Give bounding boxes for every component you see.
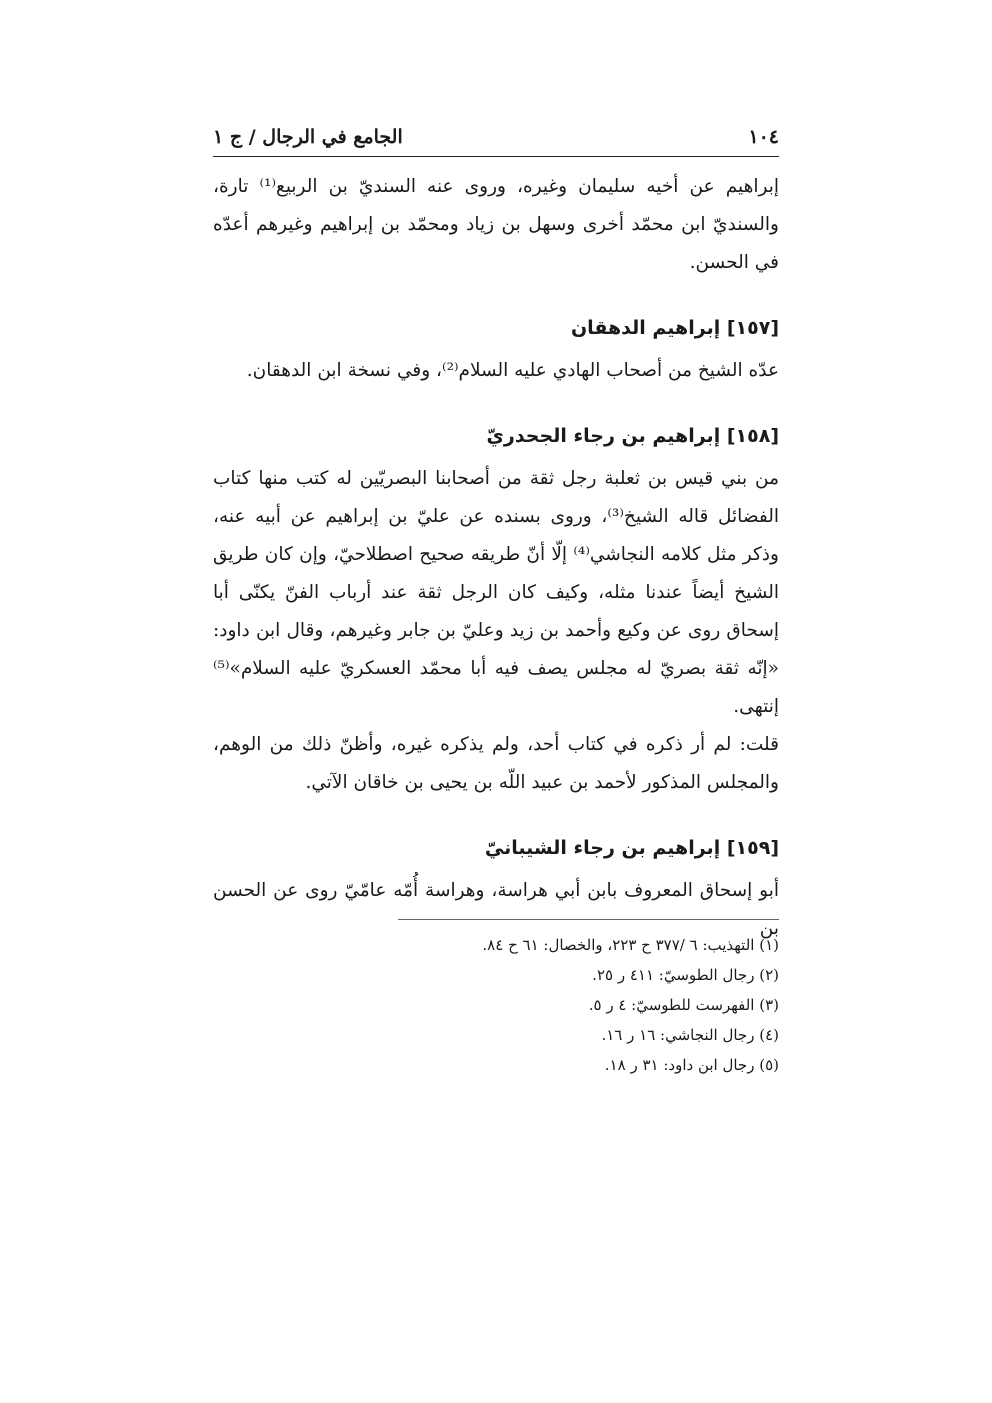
page-header [213,118,779,157]
page-number: ١٠٤ [748,126,779,148]
footnote-item: (٢) رجال الطوسيّ: ٤١١ ر ٢٥. [592,966,779,984]
entry-157-title: [١٥٧] إبراهيم الدهقان [570,317,779,339]
footnotes [213,930,779,1080]
entry-159-text: أبو إسحاق المعروف بابن أبي هراسة، وهراسة أُمّه عامّيّ روى عن الحسن بن [213,880,779,939]
footnote-item: (١) التهذيب: ٦ /٣٧٧ ح ٢٢٣، والخصال: ٦١ ح ٨٤. [482,936,779,954]
footnote-item: (٣) الفهرست للطوسيّ: ٤ ر ٥. [588,996,779,1014]
footnote-item: (٥) رجال ابن داود: ٣١ ر ١٨. [604,1056,779,1074]
main-text [213,168,779,948]
paragraph-continuation: إبراهيم عن أخيه سليمان وغيره، وروى عنه السنديّ بن الربيع⁽¹⁾ تارة، والسنديّ ابن محمّد أخرى وسهل بن زياد ومحمّد بن إبراهيم وغيرهم أعدّه في الحسن. [213,176,780,273]
footnote-item: (٤) رجال النجاشي: ١٦ ر ١٦. [601,1026,779,1044]
entry-158-note: قلت: لم أر ذكره في كتاب أحد، ولم يذكره غيره، وأظنّ ذلك من الوهم، والمجلس المذكور لأحمد بن عبيد اللّه بن يحيى بن خاقان الآتي. [213,734,779,793]
entry-159-title: [١٥٩] إبراهيم بن رجاء الشيبانيّ [484,837,779,859]
footnote-divider [398,919,779,920]
entry-158-text: من بني قيس بن ثعلبة رجل ثقة من أصحابنا البصريّين له كتب منها كتاب الفضائل قاله الشيخ⁽³⁾، وروى بسنده عن عليّ بن إبراهيم عن أبيه عنه، وذكر مثل كلامه النجاشي⁽⁴⁾ إلّا أنّ طريقه صحيح اصطلاحيّ، وإن كان طريق الشيخ أيضاً عندنا مثله، وكيف كان الرجل ثقة عند أرباب الفنّ يكنّى أبا إسحاق روى عن وكيع وأحمد بن زيد وعليّ بن جابر وغيرهم، وقال ابن داود: «إنّه ثقة بصريّ له مجلس يصف فيه أبا محمّد العسكريّ عليه السلام»⁽⁵⁾ إنتهى. [213,468,779,717]
entry-157-text: عدّه الشيخ من أصحاب الهادي عليه السلام⁽²⁾، وفي نسخة ابن الدهقان. [246,360,779,381]
entry-158-title: [١٥٨] إبراهيم بن رجاء الجحدريّ [486,425,779,447]
running-title: الجامع في الرجال / ج ١ [213,126,403,148]
